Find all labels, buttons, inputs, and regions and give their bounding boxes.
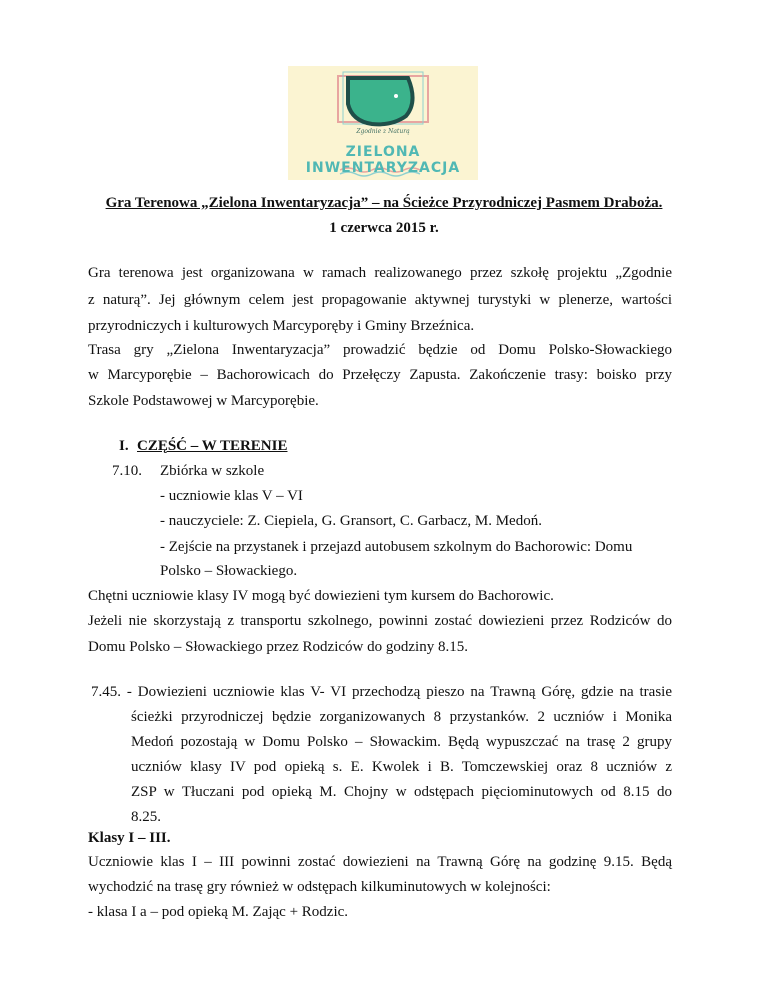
- list-item: Polsko – Słowackiego.: [160, 563, 298, 579]
- schedule-line: uczniów klasy IV pod opieką s. E. Kwolek i B. Tomczewskiej oraz 8 uczniów z: [131, 759, 672, 775]
- intro-line: Szkole Podstawowej w Marcyporębie.: [88, 393, 319, 409]
- section-number: I.: [119, 438, 129, 454]
- note-line: Domu Polsko – Słowackiego przez Rodziców do godziny 8.15.: [88, 639, 468, 655]
- logo: [288, 66, 478, 180]
- intro-line: w Marcyporębie – Bachorowicach do Przełęczy Zapusta. Zakończenie trasy: boisko przy: [88, 367, 672, 383]
- note-line: Jeżeli nie skorzystają z transportu szkolnego, powinni zostać dowiezieni przez Rodziców do: [88, 613, 672, 629]
- schedule-line: Medoń pozostają w Domu Polsko – Słowackim. Będą wypuszczać na trasę 2 grupy: [131, 734, 672, 750]
- list-item: - uczniowie klas V – VI: [160, 488, 303, 504]
- classes-line: Uczniowie klas I – III powinni zostać dowiezieni na Trawną Górę na godzinę 9.15. Będą: [88, 854, 672, 870]
- schedule-item-title: Zbiórka w szkole: [160, 463, 265, 479]
- classes-heading: Klasy I – III.: [88, 830, 171, 846]
- document-date: 1 czerwca 2015 r.: [329, 220, 439, 236]
- schedule-line: 8.25.: [131, 809, 161, 825]
- classes-line: - klasa I a – pod opieką M. Zając + Rodzic.: [88, 904, 349, 920]
- note-line: Chętni uczniowie klasy IV mogą być dowiezieni tym kursem do Bachorowic.: [88, 588, 554, 604]
- schedule-line: ścieżki przyrodniczej będzie zorganizowanych 8 przystanków. 2 uczniów i Monika: [131, 709, 672, 725]
- logo-tagline: Zgodnie z Naturą: [356, 128, 410, 135]
- section-title: CZĘŚĆ – W TERENIE: [137, 438, 288, 454]
- document-title: Gra Terenowa „Zielona Inwentaryzacja” – na Ścieżce Przyrodniczej Pasmem Drabоża.: [105, 195, 663, 211]
- schedule-line: ZSP w Tłuczani pod opieką M. Chojny w odstępach pięciominutowych od 8.15 do: [131, 784, 672, 800]
- classes-line: wychodzić na trasę gry również w odstępach kilkuminutowych w kolejności:: [88, 879, 551, 895]
- list-item: - nauczyciele: Z. Ciepiela, G. Gransort, C. Garbacz, M. Medoń.: [160, 513, 542, 529]
- intro-line: Gra terenowa jest organizowana w ramach realizowanego przez szkołę projektu „Zgodnie: [88, 265, 672, 281]
- intro-line: z naturą”. Jej głównym celem jest propagowanie aktywnej turystyki w plenerze, wartości: [88, 292, 672, 308]
- schedule-time: 7.10.: [112, 463, 142, 479]
- list-item: - Zejście na przystanek i przejazd autobusem szkolnym do Bachorowic: Domu: [160, 539, 633, 555]
- intro-line: Trasa gry „Zielona Inwentaryzacja” prowadzić będzie od Domu Polsko-Słowackiego: [88, 342, 672, 358]
- intro-line: przyrodniczych i kulturowych Marcyporęby i Gminy Brzeźnica.: [88, 318, 475, 334]
- schedule-line: 7.45. - Dowiezieni uczniowie klas V- VI przechodzą pieszo na Trawną Górę, gdzie na trasie: [91, 684, 672, 700]
- logo-title: ZIELONA INWENTARYZACJA: [305, 144, 461, 176]
